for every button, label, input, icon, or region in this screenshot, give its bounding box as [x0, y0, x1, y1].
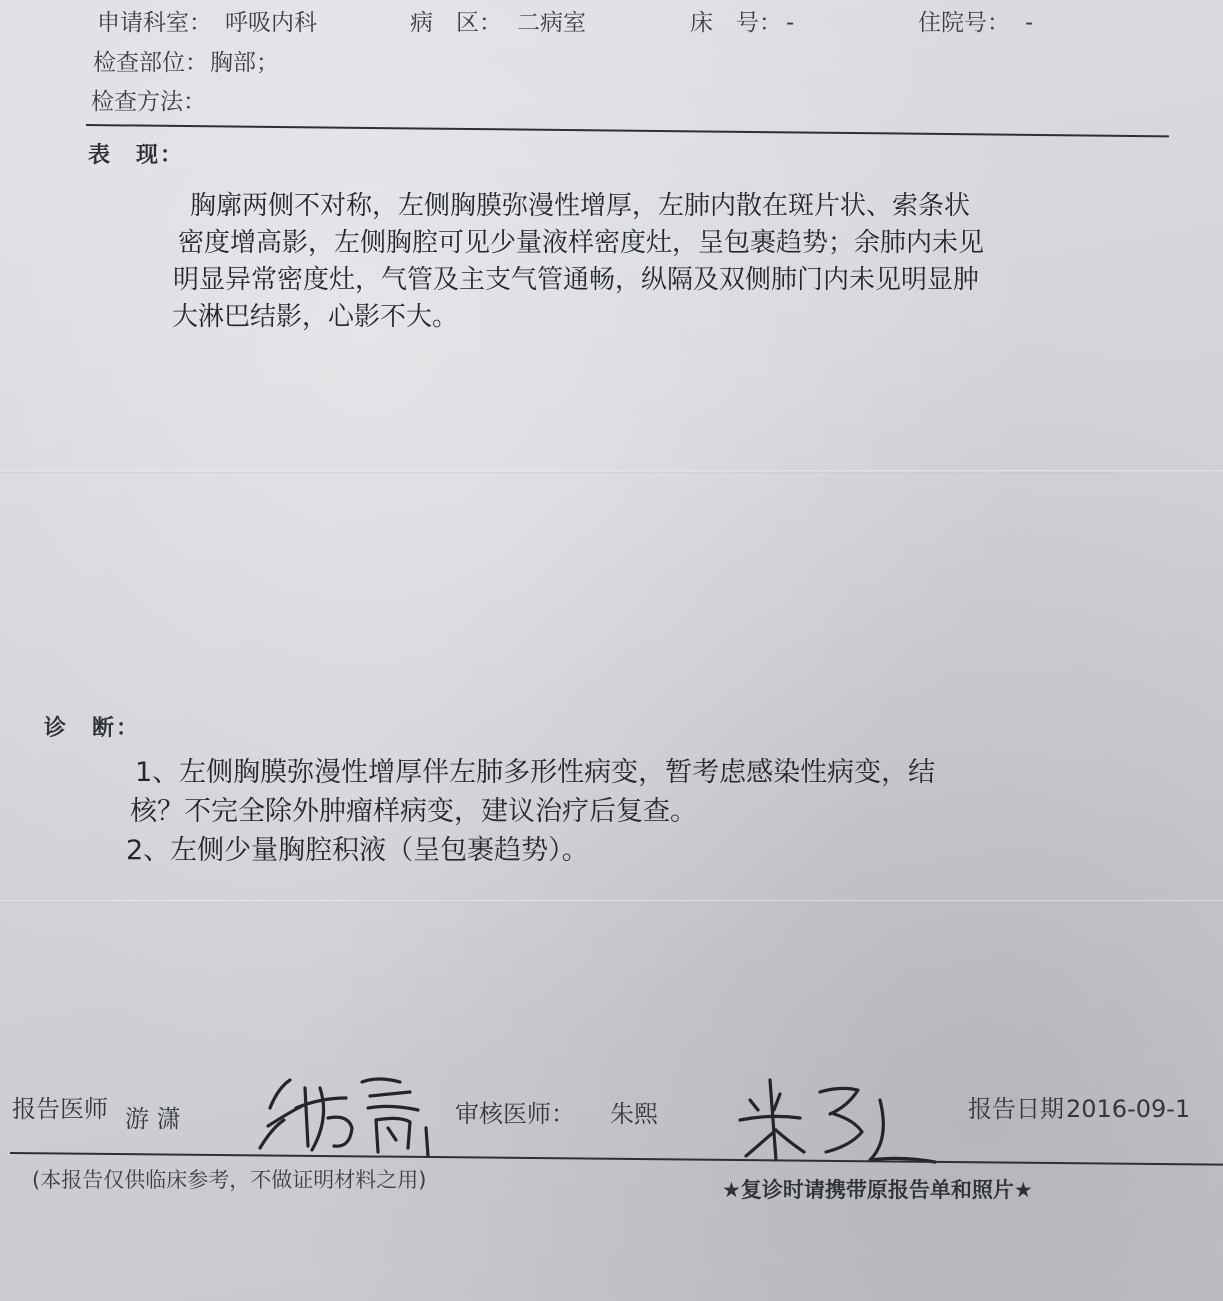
- diagnosis-line: 2、左侧少量胸腔积液（呈包裹趋势）。: [126, 835, 589, 866]
- admission-value: -: [1025, 10, 1034, 36]
- exam-part-label: 检查部位：: [93, 50, 208, 76]
- report-doctor-label: 报告医师: [12, 1095, 108, 1123]
- diagnosis-line: 1、左侧胸膜弥漫性增厚伴左肺多形性病变，暂考虑感染性病变，结: [135, 757, 936, 788]
- revisit-note: ★复诊时请携带原报告单和照片★: [722, 1178, 1033, 1202]
- diagnosis-line: 核？不完全除外肿瘤样病变，建议治疗后复查。: [130, 796, 697, 827]
- reviewer-signature: [730, 1070, 940, 1170]
- department-label: 申请科室：: [97, 10, 212, 36]
- exam-method-label: 检查方法：: [91, 89, 206, 115]
- findings-line: 密度增高影，左侧胸腔可见少量液样密度灶，呈包裹趋势；余肺内未见: [178, 228, 985, 258]
- paper-fold: [0, 470, 1223, 473]
- header-divider: [86, 124, 1169, 137]
- findings-line: 大淋巴结影，心影不大。: [172, 302, 459, 332]
- disclaimer-note: (本报告仅供临床参考，不做证明材料之用): [32, 1168, 427, 1192]
- findings-label: 表 现：: [88, 143, 185, 168]
- findings-line: 胸廓两侧不对称，左侧胸膜弥漫性增厚，左肺内散在斑片状、索条状: [190, 191, 971, 221]
- reviewer-name: 朱熙: [610, 1100, 658, 1128]
- paper-fold: [0, 900, 1223, 903]
- ward-label: 病 区：: [410, 10, 502, 36]
- footer-divider: [10, 1152, 1223, 1166]
- admission-label: 住院号：: [918, 10, 1010, 36]
- findings-line: 明显异常密度灶，气管及主支气管通畅，纵隔及双侧肺门内未见明显肿: [173, 265, 980, 295]
- department-value: 呼吸内科: [225, 10, 317, 36]
- report-doctor-signature: [250, 1068, 440, 1158]
- report-date-value: 2016-09-1: [1066, 1095, 1191, 1123]
- diagnosis-label: 诊 断：: [44, 716, 141, 741]
- reviewer-label: 审核医师：: [455, 1100, 575, 1128]
- bed-label: 床 号：: [690, 10, 782, 36]
- bed-value: -: [786, 10, 795, 36]
- report-date-label: 报告日期: [968, 1095, 1064, 1123]
- exam-part-value: 胸部；: [210, 50, 279, 76]
- report-doctor-name: 游 潇: [125, 1105, 181, 1133]
- ward-value: 二病室: [517, 10, 586, 36]
